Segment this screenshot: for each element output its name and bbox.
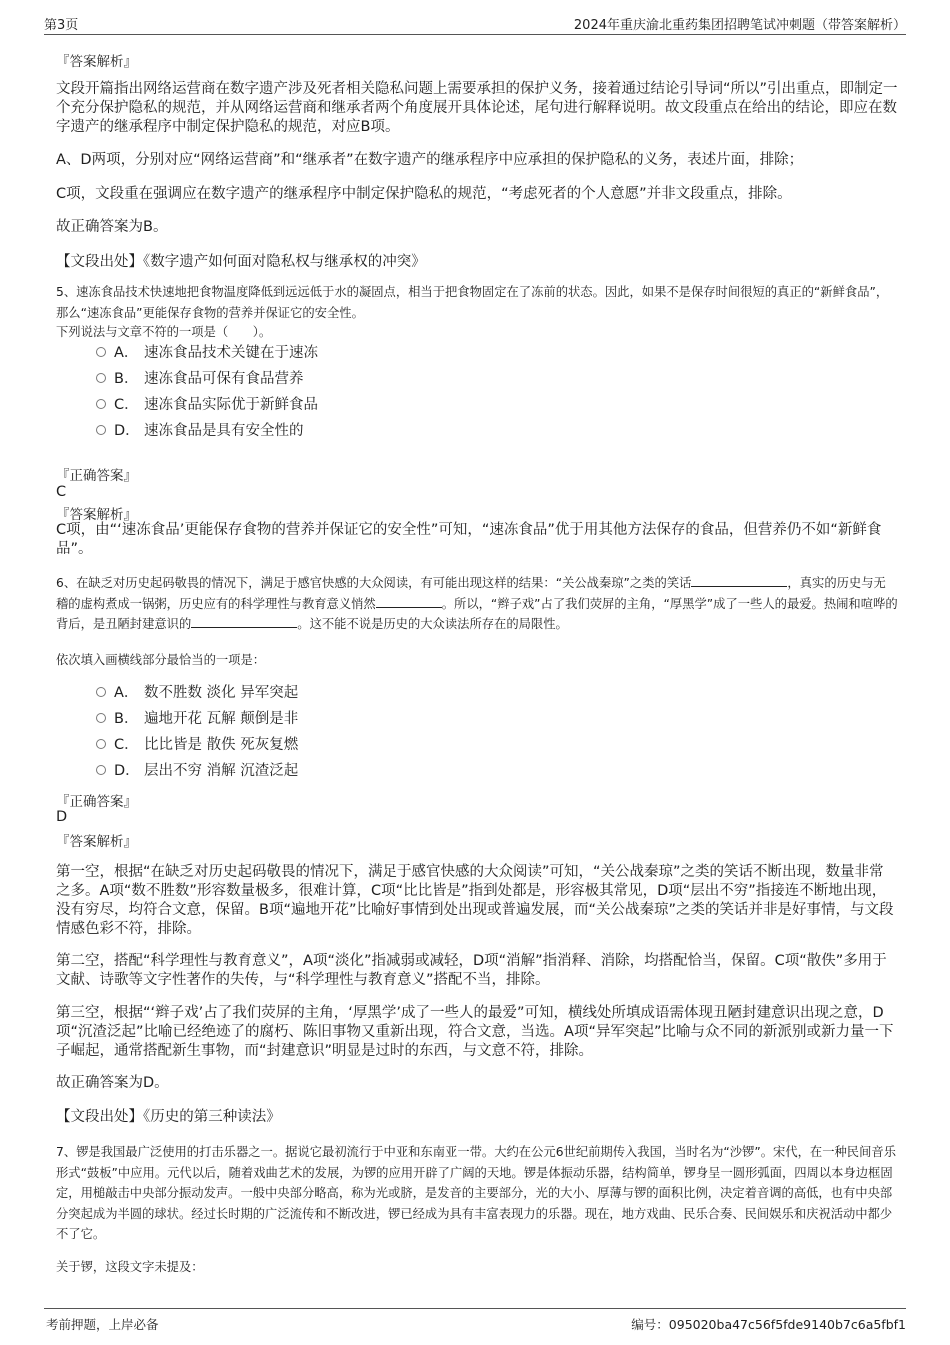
analysis-label: 『答案解析』: [56, 54, 137, 70]
page-footer: [44, 1308, 906, 1331]
page-number: 第3页: [44, 18, 79, 33]
blank-2: [376, 594, 442, 608]
q5-analysis: C项，由“‘速冻食品’更能保存食物的营养并保证它的安全性”可知，“速冻食品”优于用其他方法保存的食品，但营养仍不如“新鲜食品”。: [56, 522, 882, 557]
q5-option-a[interactable]: A． 速冻食品技术关键在于速冻: [96, 343, 318, 363]
q6-source: 【文段出处】《历史的第三种读法》: [56, 1109, 281, 1125]
q4-conclusion: 故正确答案为B。: [56, 219, 168, 235]
q6-answer: D: [56, 809, 68, 825]
q6-option-d[interactable]: D． 层出不穷 消解 沉渣泛起: [96, 761, 298, 781]
correct-answer-label: 『正确答案』: [56, 468, 137, 484]
blank-3: [191, 614, 297, 628]
q6-option-b[interactable]: B． 遍地开花 瓦解 颠倒是非: [96, 709, 298, 729]
q4-source: 【文段出处】《数字遗产如何面对隐私权与继承权的冲突》: [56, 254, 426, 270]
q6-conclusion: 故正确答案为D。: [56, 1075, 169, 1091]
q7-prompt: 关于锣，这段文字未提及：: [56, 1260, 204, 1274]
radio-icon[interactable]: [96, 399, 106, 409]
q4-analysis-paragraph-2: A、D两项，分别对应“网络运营商”和“继承者”在数字遗产的继承程序中应承担的保护隐私的义务，表述片面，排除；: [56, 152, 804, 168]
q5-option-c[interactable]: C． 速冻食品实际优于新鲜食品: [96, 395, 318, 415]
q5-stem: 5、速冻食品技术快速地把食物温度降低到远远低于水的凝固点，相当于把食物固定在了冻前的状态。因此，如果不是保存时间很短的真正的“新鲜食品”，那么“速冻食品”更能保存食物的营养并保证它的安全性。: [56, 285, 889, 320]
radio-icon[interactable]: [96, 687, 106, 697]
radio-icon[interactable]: [96, 713, 106, 723]
radio-icon[interactable]: [96, 373, 106, 383]
q7-stem: 7、锣是我国最广泛使用的打击乐器之一。据说它最初流行于中亚和东南亚一带。大约在公元6世纪前期传入我国，当时名为“沙锣”。宋代，在一种民间音乐形式“鼓板”中应用。元代以后，随着戏曲艺术的发展，为锣的应用开辟了广阔的天地。锣是体振动乐器，结构简单，锣身呈一圆形弧面，四周以本身边框固定，用槌敲击中央部分振动发声。一般中央部分略高，称为光或脐，是发音的主要部分，光的大小、厚薄与锣的面积比例，决定着音调的高低，也有中央部分突起成为半圆的球状。经过长时期的广泛流传和不断改进，锣已经成为具有丰富表现力的乐器。现在，地方戏曲、民乐合奏、民间娱乐和庆祝活动中都少不了它。: [56, 1145, 896, 1241]
q6-option-c[interactable]: C． 比比皆是 散佚 死灰复燃: [96, 735, 298, 755]
q6-analysis-paragraph-1: 第一空，根据“在缺乏对历史起码敬畏的情况下，满足于感官快感的大众阅读”可知，“关公战秦琼”之类的笑话不断出现，数量非常之多。A项“数不胜数”形容数量极多，很难计算，C项“比比皆是”指到处都是，形容极其常见，D项“层出不穷”指接连不断地出现，没有穷尽，均符合文意，保留。B项“遍地开花”比喻好事情到处出现或普遍发展，而“关公战秦琼”之类的笑话并非是好事情，与文段情感色彩不符，排除。: [56, 864, 894, 937]
q6-analysis-paragraph-3: 第三空，根据“‘辫子戏’占了我们荧屏的主角，‘厚黑学’成了一些人的最爱”可知，横线处所填成语需体现丑陋封建意识出现之意，D项“沉渣泛起”比喻已经绝迹了的腐朽、陈旧事物又重新出现，符合文意，当选。A项“异军突起”比喻与众不同的新派别或新力量一下子崛起，通常搭配新生事物，而“封建意识”明显是过时的东西，与文意不符，排除。: [56, 1005, 894, 1059]
radio-icon[interactable]: [96, 425, 106, 435]
q4-analysis-paragraph-3: C项，文段重在强调应在数字遗产的继承程序中制定保护隐私的规范，“考虑死者的个人意愿”并非文段重点，排除。: [56, 186, 792, 202]
page-header: [44, 12, 906, 35]
q6-prompt: 依次填入画横线部分最恰当的一项是：: [56, 653, 266, 667]
q6-analysis-paragraph-2: 第二空，搭配“科学理性与教育意义”，A项“淡化”指减弱或减轻，D项“消解”指消释、消除，均搭配恰当，保留。C项“散佚”多用于文献、诗歌等文字性著作的失传，与“科学理性与教育意义”搭配不当，排除。: [56, 953, 887, 988]
q5-option-b[interactable]: B． 速冻食品可保有食品营养: [96, 369, 304, 389]
document-id: 编号：095020ba47c56f5fde9140b7c6a5fbf1: [631, 1317, 906, 1332]
q5-option-d[interactable]: D． 速冻食品是具有安全性的: [96, 421, 304, 441]
radio-icon[interactable]: [96, 739, 106, 749]
document-title: 2024年重庆渝北重药集团招聘笔试冲刺题（带答案解析）: [573, 18, 906, 33]
analysis-label: 『答案解析』: [56, 834, 137, 850]
correct-answer-label: 『正确答案』: [56, 794, 137, 810]
radio-icon[interactable]: [96, 347, 106, 357]
q5-prompt: 下列说法与文章不符的一项是（ ）。: [56, 325, 272, 339]
analysis-label: 『答案解析』: [56, 507, 137, 523]
q4-analysis-paragraph-1: 文段开篇指出网络运营商在数字遗产涉及死者相关隐私问题上需要承担的保护义务，接着通过结论引导词“所以”引出重点，即制定一个充分保护隐私的规范，并从网络运营商和继承者两个角度展开具体论述，尾句进行解释说明。故文段重点在给出的结论，即应在数字遗产的继承程序中制定保护隐私的规范，对应B项。: [56, 81, 898, 135]
footer-slogan: 考前押题，上岸必备: [46, 1317, 159, 1332]
q6-option-a[interactable]: A． 数不胜数 淡化 异军突起: [96, 683, 298, 703]
blank-1: [691, 573, 787, 587]
radio-icon[interactable]: [96, 765, 106, 775]
q6-stem: 6、在缺乏对历史起码敬畏的情况下，满足于感官快感的大众阅读，有可能出现这样的结果：“关公战秦琼”之类的笑话 ，真实的历史与无稽的虚构煮成一锅粥，历史应有的科学理性与教育意义悄然 。所以，“辫子戏”占了我们荧屏的主角，“厚黑学”成了一些人的最爱。热闹和喧哗的背后，是丑陋封建意识的 。这不能不说是历史的大众读法所存在的局限性。: [56, 573, 898, 635]
q5-answer: C: [56, 484, 67, 500]
